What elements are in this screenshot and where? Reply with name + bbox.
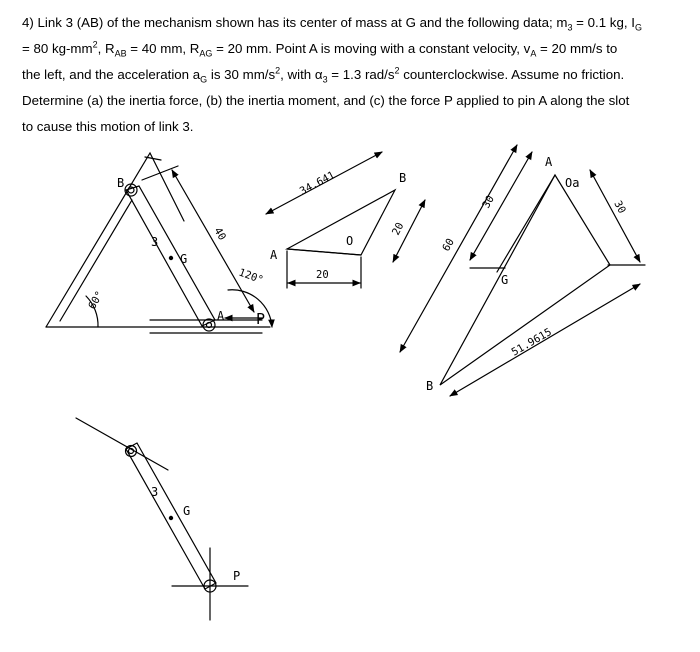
fbd-slope-line (76, 418, 168, 470)
fbd-label-link-3: 3 (151, 485, 159, 499)
subscript: 3 (322, 74, 328, 85)
problem-text: , with α (280, 67, 323, 82)
frame-triangle (46, 153, 184, 327)
problem-line-5: to cause this motion of link 3. (22, 119, 194, 134)
dim-40-text: 40 (211, 225, 229, 243)
problem-text: , R (97, 41, 115, 56)
problem-text: = 20 mm. Point A is moving with a constant velocity, v (212, 41, 531, 56)
free-body-diagram (76, 418, 248, 620)
dim-34641-text: 34.641 (297, 169, 337, 198)
label-A-tri1: A (270, 248, 278, 262)
label-A-tri2: A (545, 155, 553, 169)
triangle-2-to-G (497, 175, 555, 272)
label-O-tri1: O (346, 234, 354, 248)
angle-60-text: 60° (86, 289, 107, 312)
fbd-label-P: P (233, 569, 241, 583)
label-A-main: A (217, 309, 225, 323)
problem-text: = 0.1 kg, I (572, 15, 635, 30)
dim-30-right-text: 30 (611, 198, 628, 216)
dim-20-vert-text: 20 (389, 220, 407, 238)
problem-number: 4) (22, 15, 34, 30)
label-Oa-tri2: Oa (565, 176, 580, 190)
superscript: 2 (92, 39, 98, 50)
label-B-main: B (117, 176, 125, 190)
subscript: AB (114, 48, 127, 59)
dim-60-text: 60 (440, 236, 457, 254)
subscript: G (200, 74, 208, 85)
problem-text: counterclockwise. Assume no friction. (399, 67, 625, 82)
fbd-label-G: G (183, 504, 191, 518)
problem-text: = 40 mm, R (126, 41, 200, 56)
angle-120-text: 120° (236, 266, 265, 287)
triangle-1-shape (287, 190, 395, 255)
triangle-1-labels (270, 169, 406, 281)
dim-20-horiz-text: 20 (316, 269, 329, 281)
angle-120-arc (228, 290, 272, 327)
dim-30-right-line (590, 170, 640, 262)
subscript: 3 (567, 22, 573, 33)
problem-text: is 30 mm/s (207, 67, 276, 82)
problem-text: the left, and the acceleration a (22, 67, 201, 82)
label-G-main: G (180, 252, 188, 266)
label-link-3: 3 (151, 235, 159, 249)
dim-60-line (400, 145, 517, 352)
mechanism-main (46, 153, 272, 333)
problem-text: = 20 mm/s to (536, 41, 618, 56)
label-B-tri2: B (426, 379, 434, 393)
subscript: A (530, 48, 537, 59)
triangle-2 (400, 145, 645, 396)
superscript: 2 (275, 65, 281, 76)
subscript: AG (199, 48, 213, 59)
center-of-mass-G (169, 256, 172, 259)
dim-51-text: 51.9615 (509, 326, 554, 359)
dim-30-left-text: 30 (480, 193, 497, 211)
free-body-diagram-labels (151, 485, 240, 583)
problem-line-4: Determine (a) the inertia force, (b) the inertia moment, and (c) the force P applied to pin A along the slot (22, 93, 630, 108)
dim-40-ext-top (142, 166, 178, 180)
triangle-2-shape (440, 175, 610, 385)
triangle-1-base (287, 249, 361, 255)
label-G-tri2: G (501, 273, 509, 287)
superscript: 2 (394, 65, 400, 76)
problem-text: Link 3 (AB) of the mechanism shown has its center of mass at G and the following data; m (37, 15, 568, 30)
subscript: G (634, 22, 642, 33)
problem-text: = 80 kg-mm (22, 41, 93, 56)
problem-text: = 1.3 rad/s (327, 67, 395, 82)
fbd-center-of-mass-G (169, 516, 172, 519)
label-P-main: P (256, 310, 266, 328)
dim-30-left-line (470, 152, 532, 260)
mechanism-main-labels (86, 176, 265, 328)
label-B-tri1: B (399, 171, 407, 185)
